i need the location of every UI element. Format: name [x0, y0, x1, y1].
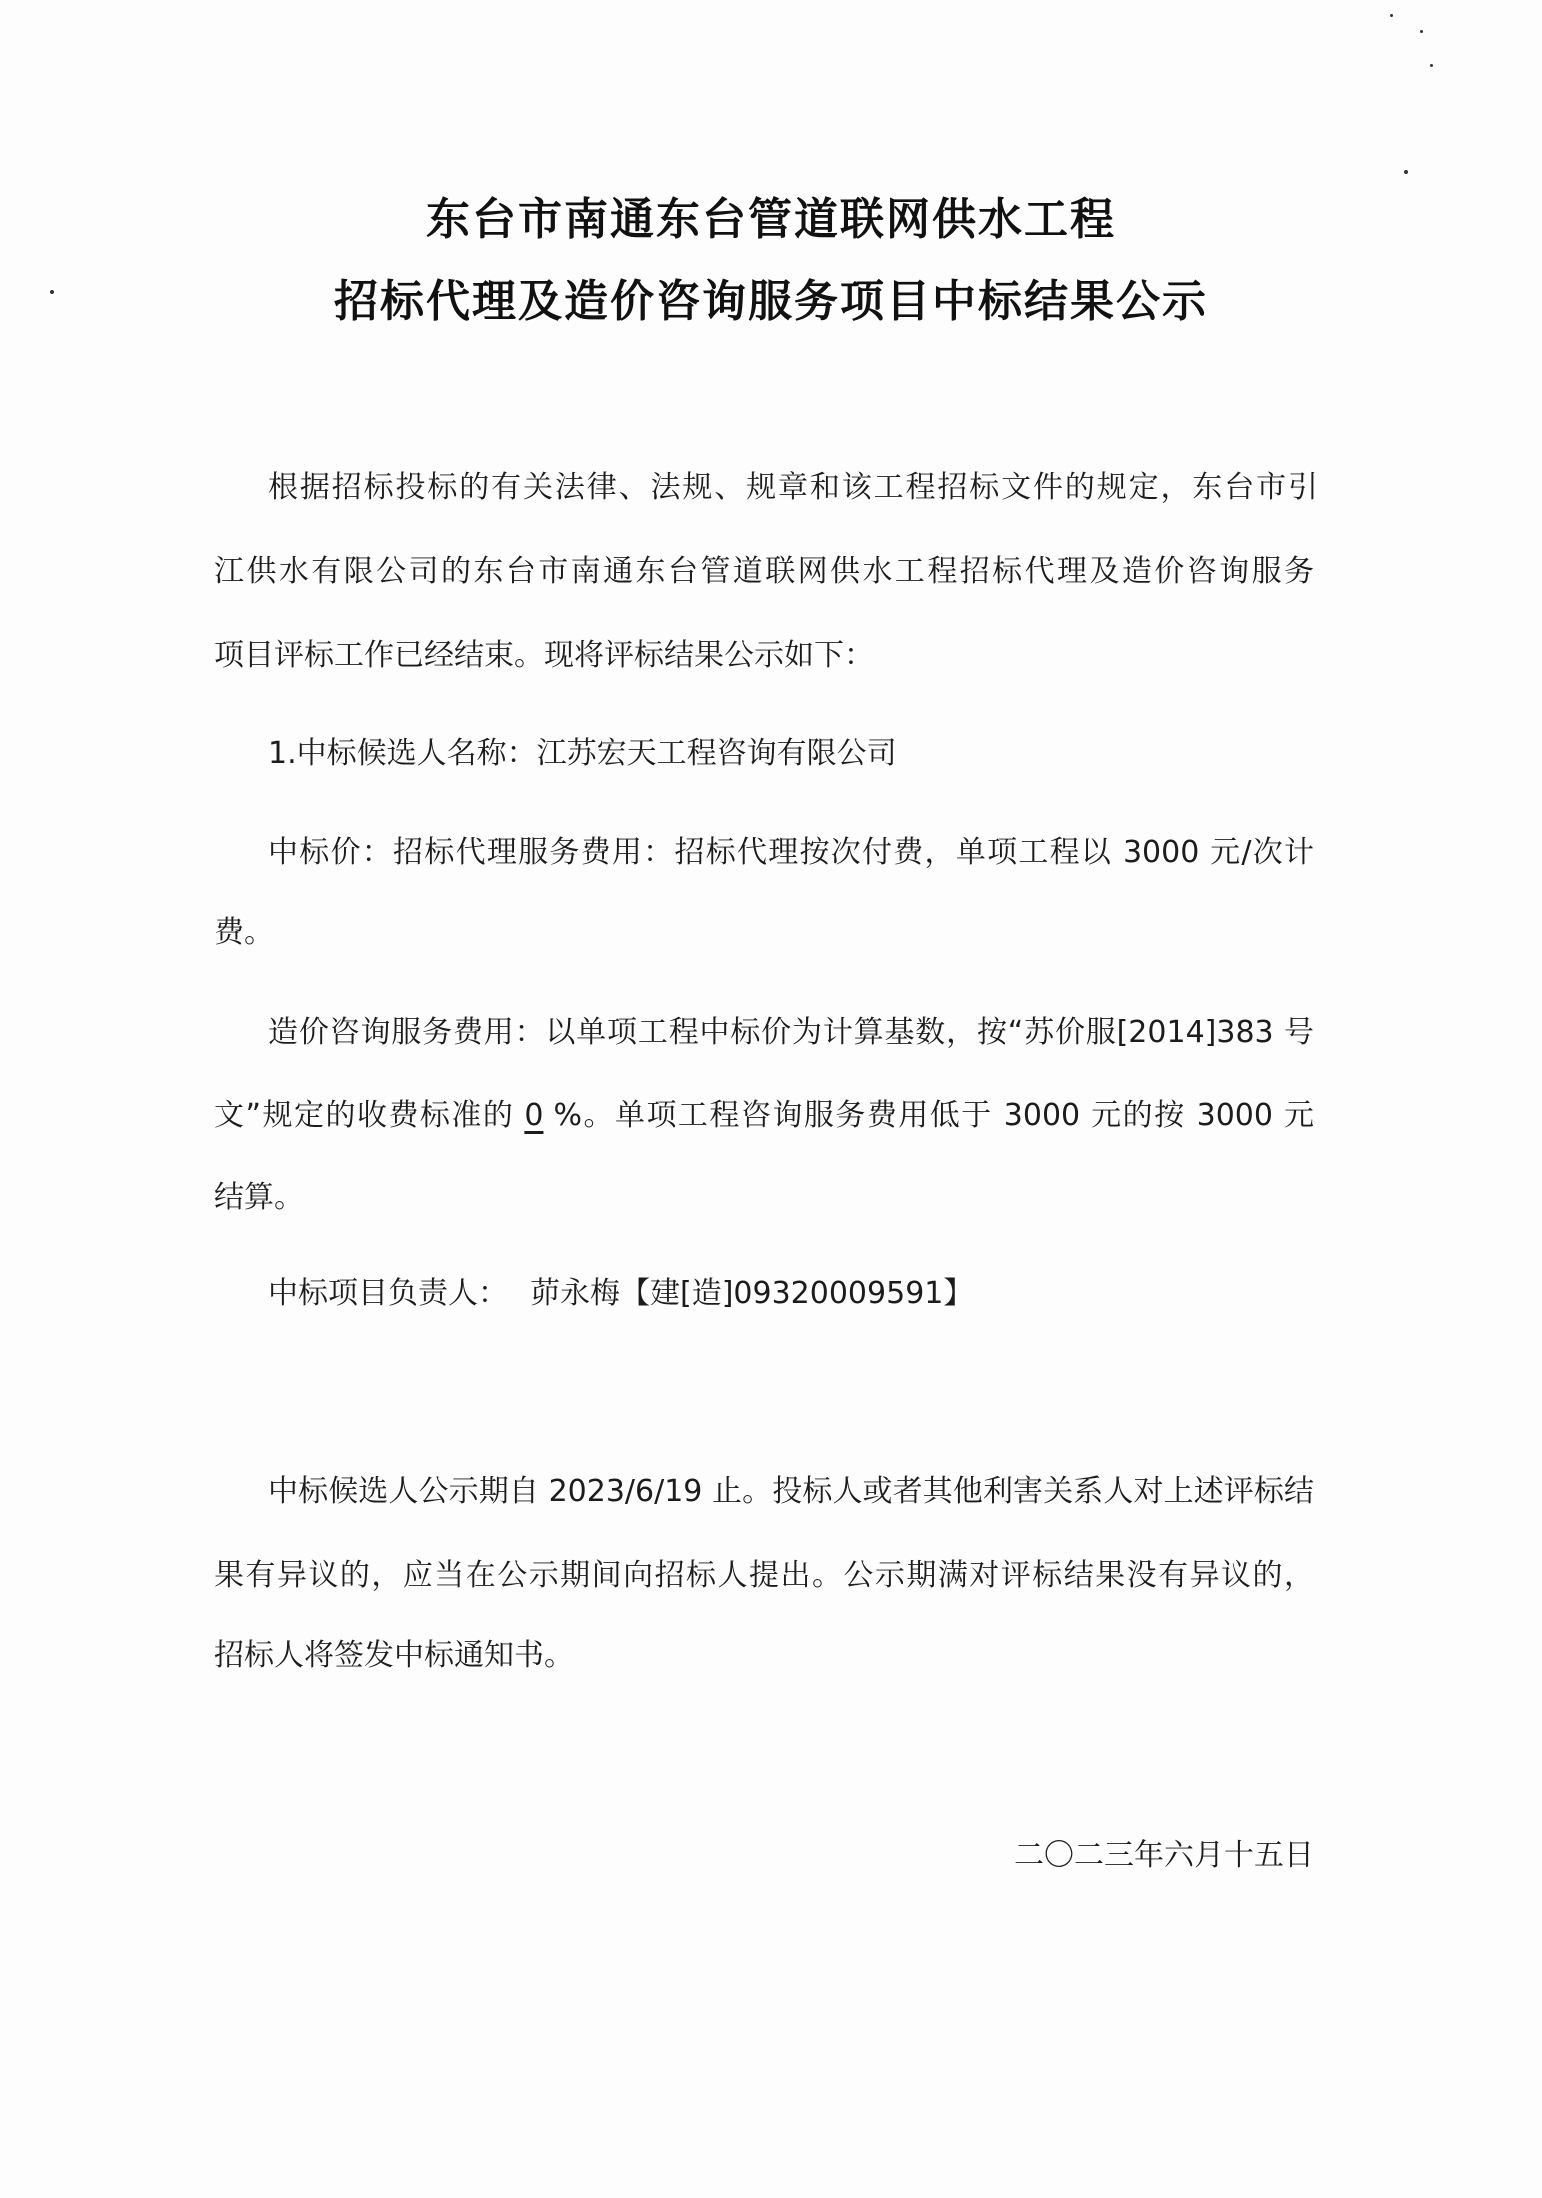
manager-label: 中标项目负责人： [268, 1276, 508, 1311]
candidate-line [268, 734, 897, 774]
intro-line-3: 项目评标工作已经结束。现将评标结果公示如下： [214, 638, 874, 673]
manager-line [268, 1274, 973, 1314]
notice-line-3: 招标人将签发中标通知书。 [214, 1638, 574, 1673]
issue-date: 二〇二三年六月十五日 [1014, 1838, 1314, 1873]
consult-line-2-prefix: 文”规定的收费标准的 [214, 1098, 515, 1133]
scan-speck [1404, 170, 1408, 174]
intro-line-2: 江供水有限公司的东台市南通东台管道联网供水工程招标代理及造价咨询服务 [214, 554, 1314, 589]
consult-line-3: 结算。 [214, 1180, 304, 1215]
scan-speck [1420, 30, 1423, 33]
intro-line-1: 根据招标投标的有关法律、法规、规章和该工程招标文件的规定，东台市引 [268, 470, 1318, 505]
scan-speck [1390, 14, 1393, 17]
consult-line-2 [214, 1096, 1314, 1136]
notice-line-2: 果有异议的，应当在公示期间向招标人提出。公示期满对评标结果没有异议的， [214, 1558, 1314, 1593]
page-title-line-2: 招标代理及造价咨询服务项目中标结果公示 [334, 276, 1208, 327]
candidate-name: 江苏宏天工程咨询有限公司 [536, 736, 897, 771]
candidate-label: 1.中标候选人名称： [268, 736, 537, 771]
consult-line-2-suffix: %。单项工程咨询服务费用低于 3000 元的按 3000 元 [553, 1098, 1314, 1133]
manager-name: 茆永梅【建[造]09320009591】 [530, 1276, 974, 1311]
scan-speck [1430, 64, 1433, 67]
price-line-1: 中标价：招标代理服务费用：招标代理按次付费，单项工程以 3000 元/次计 [268, 835, 1314, 870]
page-title-line-1: 东台市南通东台管道联网供水工程 [426, 194, 1116, 245]
consult-rate-value: 0 [524, 1098, 544, 1133]
consult-line-1: 造价咨询服务费用：以单项工程中标价为计算基数，按“苏价服[2014]383 号 [268, 1015, 1314, 1050]
price-line-2: 费。 [214, 915, 274, 950]
notice-line-1: 中标候选人公示期自 2023/6/19 止。投标人或者其他利害关系人对上述评标结 [268, 1474, 1314, 1509]
